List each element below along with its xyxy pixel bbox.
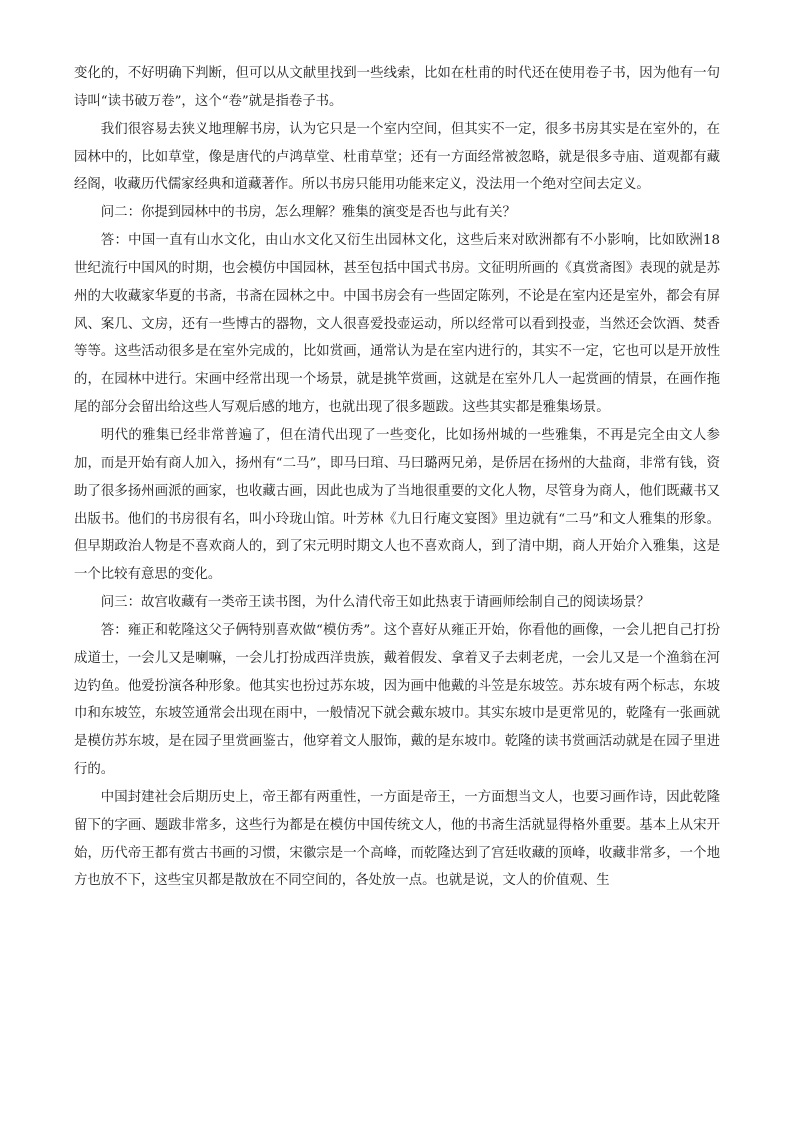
paragraph-study-definition: 我们很容易去狭义地理解书房，认为它只是一个室内空间，但其实不一定，很多书房其实是在室外的，在园林中的，比如草堂，像是唐代的卢鸿草堂、杜甫草堂；还有一方面经常被忽略，就是很多寺庙、道观都有藏经阁，收藏历代儒家经典和道藏著作。所以书房只能用功能来定义，没法用一个绝对空间去定义。 bbox=[74, 121, 720, 193]
question-three: 问三：故宫收藏有一类帝王读书图，为什么清代帝王如此热衷于请画师绘制自己的阅读场景？ bbox=[100, 595, 650, 611]
question-two: 问二：你提到园林中的书房，怎么理解？雅集的演变是否也与此有关？ bbox=[100, 205, 516, 221]
paragraph-emperors: 中国封建社会后期历史上，帝王都有两重性，一方面是帝王，一方面想当文人，也要习画作诗，因此乾隆留下的字画、题跋非常多，这些行为都是在模仿中国传统文人，他的书斋生活就显得格外重要。基本上从宋开始，历代帝王都有赏古书画的习惯，宋徽宗是一个高峰，而乾隆达到了宫廷收藏的顶峰，收藏非常多，一个地方也放不下，这些宝贝都是散放在不同空间的，各处放一点。也就是说，文人的价值观、生 bbox=[74, 789, 720, 889]
answer-three: 答：雍正和乾隆这父子俩特别喜欢做“模仿秀”。这个喜好从雍正开始，你看他的画像，一会儿把自己打扮成道士，一会儿又是喇嘛，一会儿打扮成西洋贵族，戴着假发、拿着叉子去刺老虎，一会儿又是一个渔翁在河边钓鱼。他爱扮演各种形象。他其实也扮过苏东坡，因为画中他戴的斗笠是东坡笠。苏东坡有两个标志，东坡巾和东坡笠，东坡笠通常会出现在雨中，一般情况下就会戴东坡巾。其实东坡巾是更常见的，乾隆有一张画就是模仿苏东坡，是在园子里赏画鉴古，他穿着文人服饰，戴的是东坡巾。乾隆的读书赏画活动就是在园子里进行的。 bbox=[74, 622, 720, 778]
paragraph-continued: 变化的，不好明确下判断，但可以从文献里找到一些线索，比如在杜甫的时代还在使用卷子书，因为他有一句诗叫“读书破万卷”，这个“卷”就是指卷子书。 bbox=[74, 66, 720, 109]
answer-two: 答：中国一直有山水文化，由山水文化又衍生出园林文化，这些后来对欧洲都有不小影响，比如欧洲18世纪流行中国风的时期，也会模仿中国园林，甚至包括中国式书房。文征明所画的《真赏斋图》表现的就是苏州的大收藏家华夏的书斋，书斋在园林之中。中国书房会有一些固定陈列，不论是在室内还是室外，都会有屏风、案几、文房，还有一些博古的器物，文人很喜爱投壶运动，所以经常可以看到投壶，当然还会饮酒、焚香等等。这些活动很多是在室外完成的，比如赏画，通常认为是在室内进行的，其实不一定，它也可以是开放性的，在园林中进行。宋画中经常出现一个场景，就是挑竿赏画，这就是在室外几人一起赏画的情景，在画作拖尾的部分会留出给这些人写观后感的地方，也就出现了很多题跋。这些其实都是雅集场景。 bbox=[74, 233, 720, 416]
paragraph-ming-gatherings: 明代的雅集已经非常普遍了，但在清代出现了一些变化，比如扬州城的一些雅集，不再是完全由文人参加，而是开始有商人加入，扬州有“二马”，即马曰琯、马曰璐两兄弟，是侨居在扬州的大盐商，非常有钱，资助了很多扬州画派的画家，也收藏古画，因此也成为了当地很重要的文化人物，尽管身为商人，他们既藏书又出版书。他们的书房很有名，叫小玲珑山馆。叶芳林《九日行庵文宴图》里边就有“二马”和文人雅集的形象。但早期政治人物是不喜欢商人的，到了宋元明时期文人也不喜欢商人，到了清中期，商人开始介入雅集，这是一个比较有意思的变化。 bbox=[74, 427, 720, 583]
